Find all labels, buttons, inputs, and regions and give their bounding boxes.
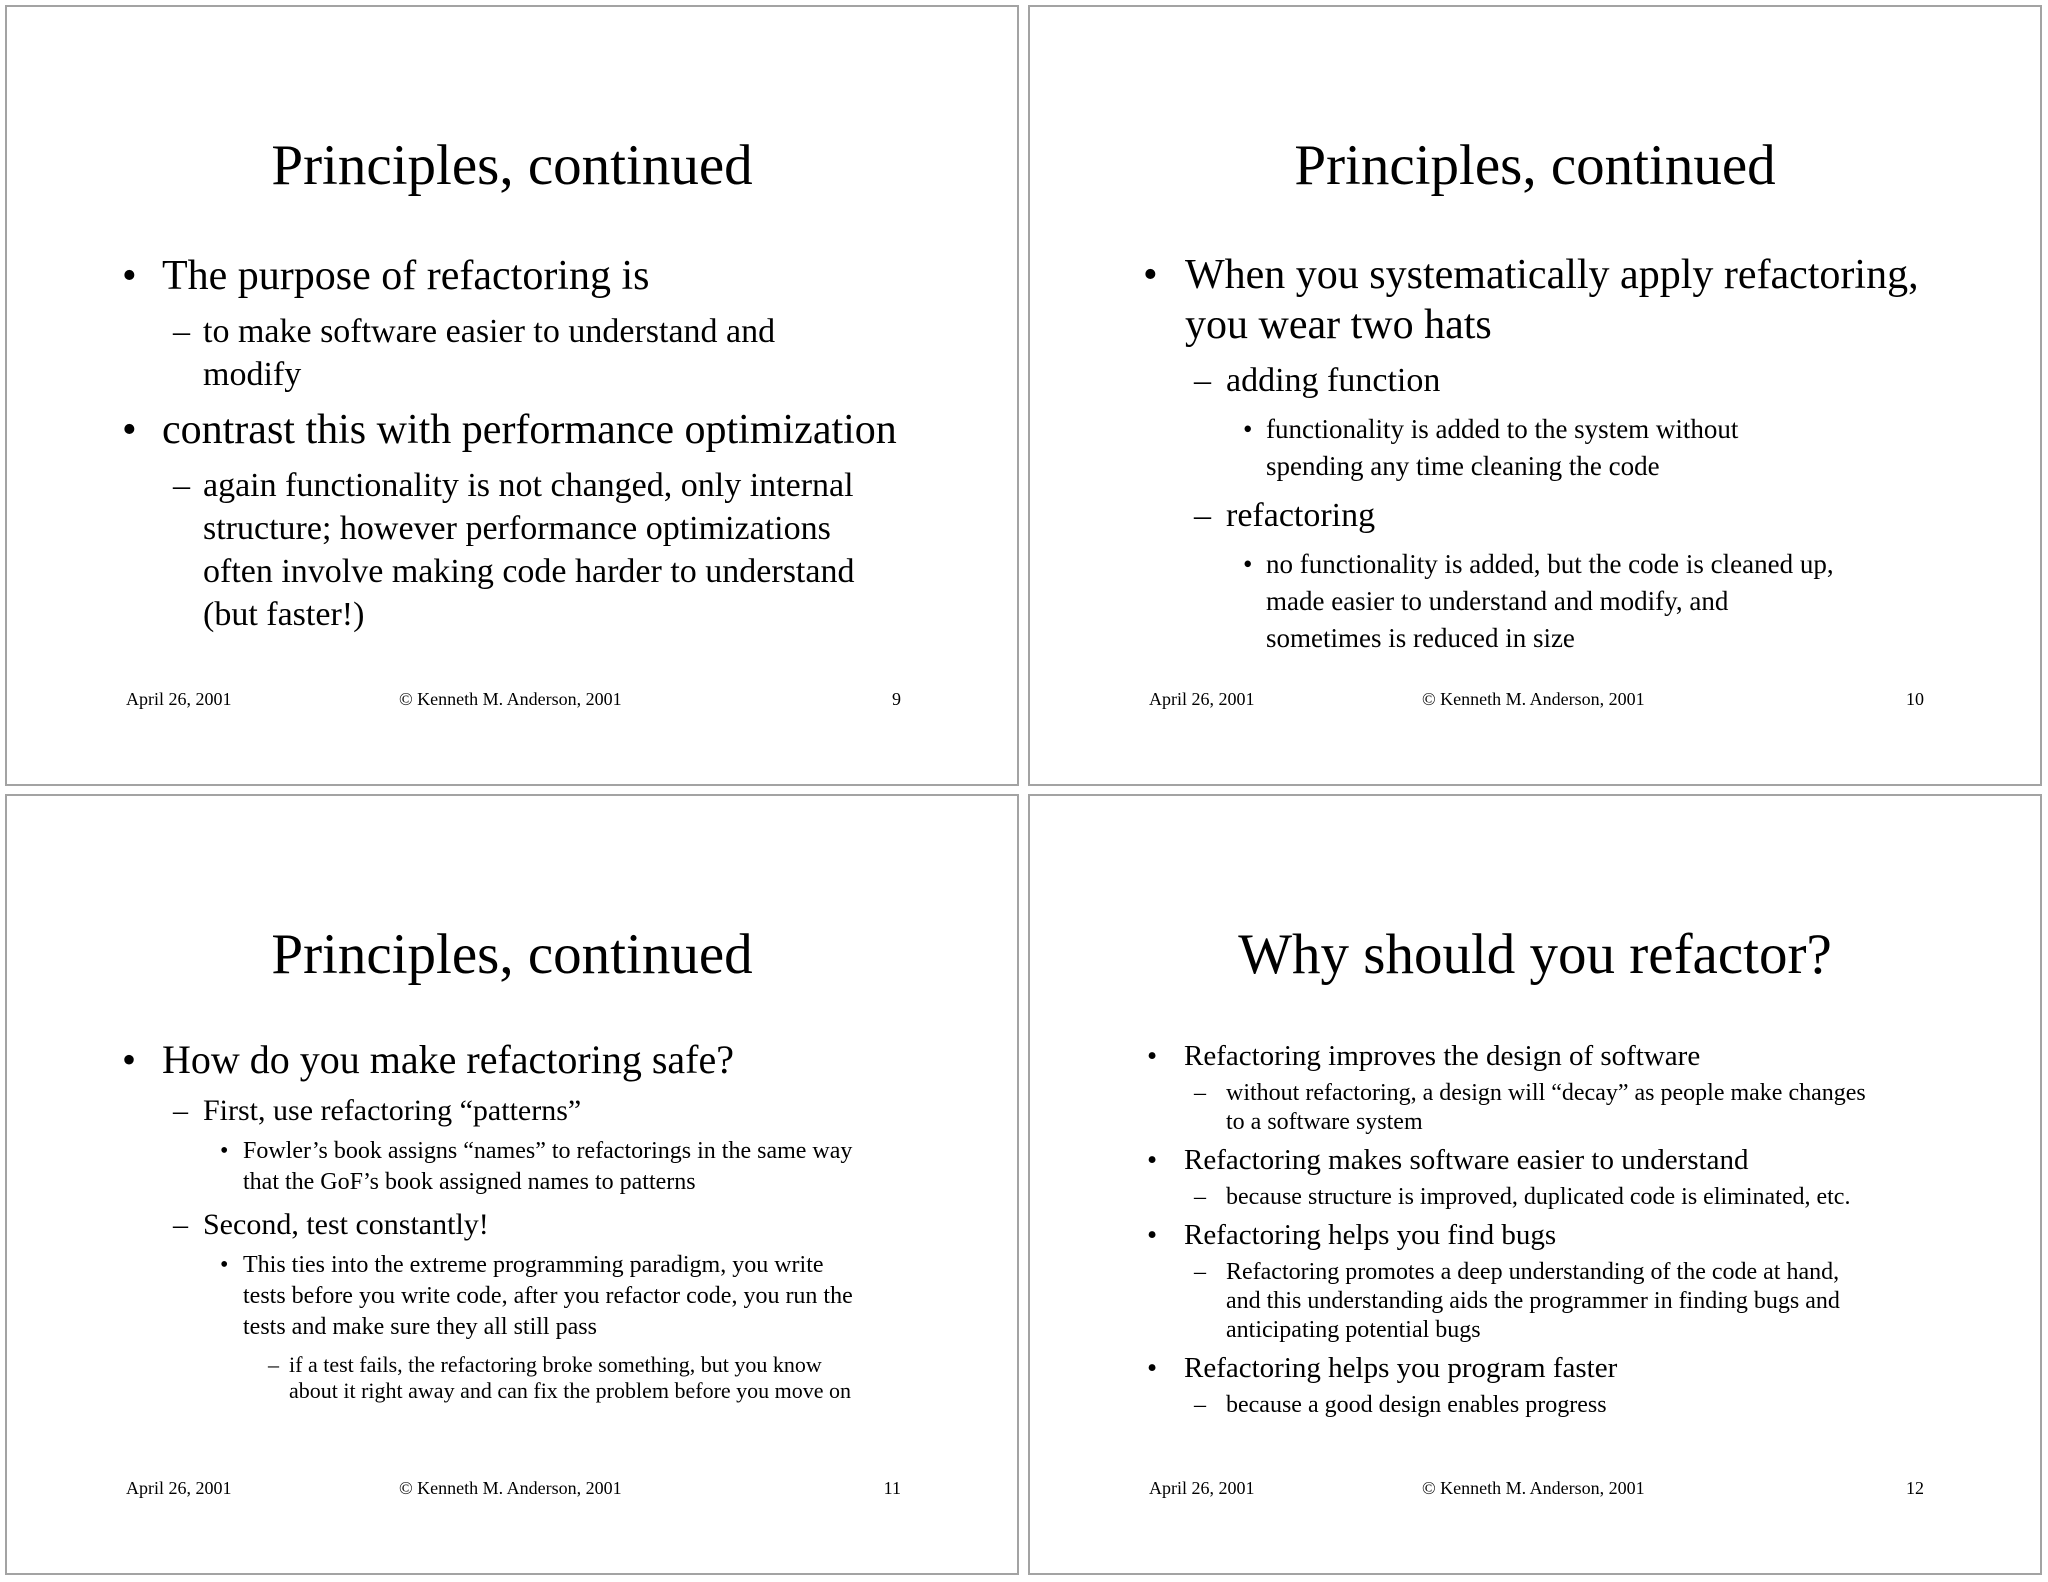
- bullet-icon: •: [1147, 1352, 1158, 1384]
- slide-title: Why should you refactor?: [1238, 923, 1832, 986]
- bullet-item: [1030, 1217, 2040, 1253]
- sub-item: [1030, 1391, 2040, 1420]
- bullet-item: [7, 251, 1017, 301]
- sub-sub-text: Fowler’s book assigns “names” to refactorings in the same way: [243, 1138, 853, 1164]
- slide-12: [1028, 794, 2042, 1575]
- level4-text: if a test fails, the refactoring broke something, but you know: [289, 1352, 822, 1377]
- slide-10: [1028, 5, 2042, 786]
- level4-text: about it right away and can fix the problem before you move on: [289, 1378, 852, 1403]
- sub-sub-text: This ties into the extreme programming paradigm, you write: [243, 1252, 824, 1278]
- level4-item: [7, 1352, 1017, 1404]
- sub-item: [7, 464, 1017, 636]
- bullet-item: [1030, 1142, 2040, 1178]
- bullet-text: How do you make refactoring safe?: [162, 1037, 734, 1082]
- slide-body: [7, 251, 1017, 636]
- bullet-text: contrast this with performance optimization: [162, 407, 897, 453]
- bullet-item: [1030, 1350, 2040, 1386]
- footer-date: April 26, 2001: [1149, 689, 1255, 709]
- sub-sub-item: [7, 1250, 1017, 1343]
- sub-item: [1030, 1079, 2040, 1137]
- page-number: 12: [1906, 1478, 1924, 1498]
- sub-text: to a software system: [1226, 1109, 1423, 1135]
- sub-sub-text: made easier to understand and modify, and: [1266, 586, 1729, 616]
- footer-copyright: © Kenneth M. Anderson, 2001: [399, 1478, 622, 1498]
- dash-icon: –: [1194, 1259, 1206, 1285]
- bullet-text: Refactoring helps you program faster: [1184, 1352, 1618, 1384]
- bullet-text: you wear two hats: [1185, 302, 1492, 348]
- bullet-icon: •: [1147, 1040, 1158, 1072]
- footer-copyright: © Kenneth M. Anderson, 2001: [399, 689, 622, 709]
- sub-text: (but faster!): [203, 596, 365, 633]
- slide-footer: [7, 1476, 1017, 1500]
- sub-text: to make software easier to understand and: [203, 313, 776, 350]
- sub-text: structure; however performance optimizations: [203, 510, 831, 547]
- slide-9: [5, 5, 1019, 786]
- bullet-item: [7, 1036, 1017, 1084]
- sub-text: anticipating potential bugs: [1226, 1317, 1481, 1343]
- sub-text: again functionality is not changed, only internal: [203, 467, 854, 504]
- footer-date: April 26, 2001: [1149, 1478, 1255, 1498]
- slide-title: Principles, continued: [271, 923, 753, 986]
- page-number: 9: [892, 689, 901, 709]
- sub-text: because structure is improved, duplicated code is eliminated, etc.: [1226, 1184, 1851, 1210]
- bullet-text: Refactoring makes software easier to understand: [1184, 1144, 1749, 1176]
- slide-footer: [7, 687, 1017, 711]
- sub-sub-text: tests before you write code, after you refactor code, you run the: [243, 1283, 853, 1309]
- dash-icon: –: [173, 313, 190, 350]
- dash-icon: –: [1194, 362, 1211, 399]
- sub-sub-text: sometimes is reduced in size: [1266, 623, 1575, 653]
- sub-item: [1030, 1183, 2040, 1212]
- sub-sub-item: [7, 1136, 1017, 1198]
- sub-item: [7, 1092, 1017, 1130]
- sub-sub-text: tests and make sure they all still pass: [243, 1314, 597, 1340]
- bullet-text: Refactoring helps you find bugs: [1184, 1219, 1557, 1251]
- bullet-item: [7, 405, 1017, 455]
- bullet-text: Refactoring improves the design of software: [1184, 1040, 1701, 1072]
- sub-text: and this understanding aids the programmer in finding bugs and: [1226, 1288, 1840, 1314]
- bullet-icon: •: [122, 1037, 137, 1082]
- sub-sub-text: no functionality is added, but the code is cleaned up,: [1266, 549, 1834, 579]
- sub-sub-item: [1030, 546, 2040, 657]
- bullet-icon: •: [1147, 1144, 1158, 1176]
- footer-date: April 26, 2001: [126, 689, 232, 709]
- dash-icon: –: [173, 467, 190, 504]
- bullet-icon: •: [1243, 414, 1253, 444]
- bullet-icon: •: [1147, 1219, 1158, 1251]
- slide-footer: [1030, 687, 2040, 711]
- sub-text: adding function: [1226, 362, 1441, 399]
- sub-sub-text: functionality is added to the system without: [1266, 414, 1739, 444]
- sub-sub-item: [1030, 411, 2040, 485]
- slide-title: Principles, continued: [271, 134, 753, 197]
- sub-text: because a good design enables progress: [1226, 1392, 1607, 1418]
- bullet-item: [1030, 250, 2040, 350]
- sub-text: Second, test constantly!: [203, 1208, 489, 1241]
- sub-text: modify: [203, 356, 302, 393]
- sub-text: often involve making code harder to understand: [203, 553, 855, 590]
- page-number: 11: [883, 1478, 901, 1498]
- slide-body: [1030, 1038, 2040, 1420]
- bullet-icon: •: [1243, 549, 1253, 579]
- bullet-icon: •: [220, 1138, 229, 1164]
- dash-icon: –: [268, 1352, 279, 1377]
- dash-icon: –: [1194, 1080, 1206, 1106]
- slide-11: [5, 794, 1019, 1575]
- slide-footer: [1030, 1476, 2040, 1500]
- sub-text: Refactoring promotes a deep understanding of the code at hand,: [1226, 1259, 1840, 1285]
- footer-date: April 26, 2001: [126, 1478, 232, 1498]
- slide-body: [1030, 250, 2040, 657]
- bullet-icon: •: [220, 1252, 229, 1278]
- sub-item: [1030, 494, 2040, 538]
- dash-icon: –: [1194, 1184, 1206, 1210]
- sub-item: [7, 1206, 1017, 1244]
- bullet-icon: •: [122, 407, 137, 453]
- dash-icon: –: [173, 1208, 188, 1241]
- sub-text: refactoring: [1226, 497, 1376, 534]
- footer-copyright: © Kenneth M. Anderson, 2001: [1422, 1478, 1645, 1498]
- slide-body: [7, 1036, 1017, 1404]
- sub-sub-text: spending any time cleaning the code: [1266, 451, 1660, 481]
- page-number: 10: [1906, 689, 1924, 709]
- bullet-icon: •: [122, 253, 137, 299]
- sub-text: First, use refactoring “patterns”: [203, 1094, 582, 1127]
- dash-icon: –: [1194, 1392, 1206, 1418]
- bullet-item: [1030, 1038, 2040, 1074]
- bullet-text: The purpose of refactoring is: [162, 253, 650, 299]
- sub-item: [1030, 1258, 2040, 1345]
- dash-icon: –: [173, 1094, 188, 1127]
- dash-icon: –: [1194, 497, 1211, 534]
- slide-title: Principles, continued: [1294, 134, 1776, 197]
- bullet-icon: •: [1143, 252, 1158, 298]
- sub-item: [7, 310, 1017, 396]
- sub-item: [1030, 359, 2040, 403]
- footer-copyright: © Kenneth M. Anderson, 2001: [1422, 689, 1645, 709]
- sub-sub-text: that the GoF’s book assigned names to patterns: [243, 1169, 696, 1195]
- sub-text: without refactoring, a design will “decay” as people make changes: [1226, 1080, 1866, 1106]
- bullet-text: When you systematically apply refactoring,: [1185, 252, 1919, 298]
